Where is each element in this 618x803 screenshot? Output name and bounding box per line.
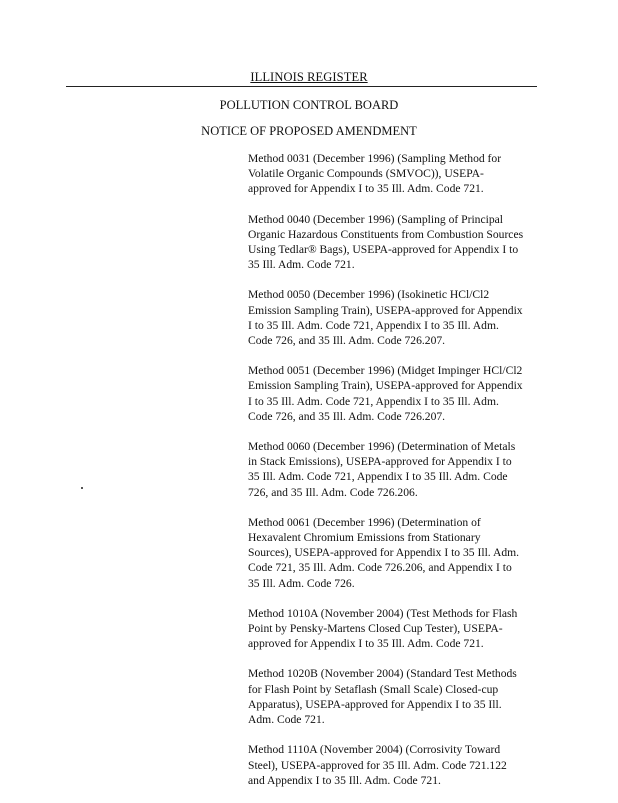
method-0051: Method 0051 (December 1996) (Midget Impinger HCl/Cl2 Emission Sampling Train), USEPA-approved for Appendix I to 35 Ill. Adm. Code 721, Appendix I to 35 Ill. Adm. Code 726, and 35 Ill. Adm. Code 726.207.	[248, 364, 523, 423]
register-title	[0, 70, 618, 85]
method-0031: Method 0031 (December 1996) (Sampling Method for Volatile Organic Compounds (SMVOC)), USEPA- approved for Appendix I to 35 Ill. Adm. Code 721.	[248, 152, 502, 196]
method-0050: Method 0050 (December 1996) (Isokinetic HCl/Cl2 Emission Sampling Train), USEPA-approved for Appendix I to 35 Ill. Adm. Code 721, Appendix I to 35 Ill. Adm. Code 726, and 35 Ill. Adm. Code 726.207.	[248, 288, 523, 348]
method-0060: Method 0060 (December 1996) (Determination of Metals in Stack Emissions), USEPA-approved for Appendix I to 35 Ill. Adm. Code 721, Appendix I to 35 Ill. Adm. Code 726, and 35 Ill. Adm. Code 726.206.	[248, 440, 516, 499]
method-0061: Method 0061 (December 1996) (Determination of Hexavalent Chromium Emissions from Stationary Sources), USEPA-approved for Appendix I to 35 Ill. Adm. Code 721, 35 Ill. Adm. Code 726.206, and Appendix I to 35 Ill. Adm. Code 726.	[248, 515, 520, 590]
board-title: POLLUTION CONTROL BOARD	[219, 98, 399, 112]
scan-speck	[81, 487, 83, 489]
method-0040: Method 0040 (December 1996) (Sampling of Principal Organic Hazardous Constituents from Combustion Sources Using Tedlar® Bags), USEPA-approved for Appendix I to 35 Ill. Adm. Code 721.	[248, 212, 524, 272]
method-1020b: Method 1020B (November 2004) (Standard Test Methods for Flash Point by Setaflash (Small Scale) Closed-cup Apparatus), USEPA-approved for Appendix I to 35 Ill. Adm. Code 721.	[248, 667, 517, 727]
method-1110a: Method 1110A (November 2004) (Corrosivity Toward Steel), USEPA-approved for 35 Ill. Adm. Code 721.122 and Appendix I to 35 Ill. Adm. Code 721.	[248, 743, 507, 787]
header-rule	[66, 86, 537, 87]
method-list	[248, 151, 540, 803]
register-title-text: ILLINOIS REGISTER	[250, 70, 368, 84]
notice-title: NOTICE OF PROPOSED AMENDMENT	[201, 124, 417, 138]
method-1010a: Method 1010A (November 2004) (Test Methods for Flash Point by Pensky-Martens Closed Cup Tester), USEPA- approved for Appendix I to 35 Ill. Adm. Code 721.	[248, 606, 518, 651]
